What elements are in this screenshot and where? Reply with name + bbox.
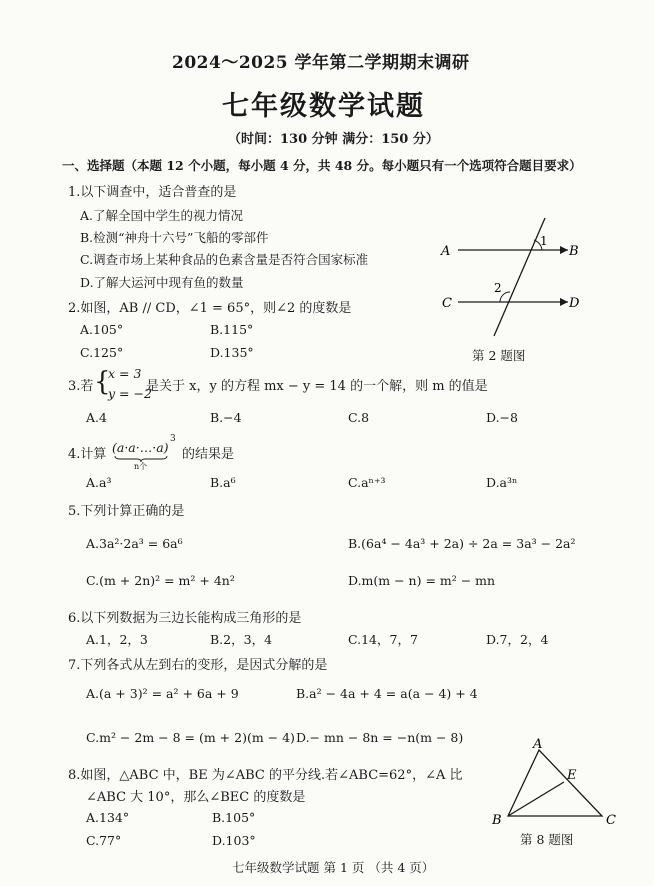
question-8-figure [488,736,628,828]
question-4-suffix: 的结果是 [182,447,235,462]
question-2-option-c: C.125° [80,345,124,360]
exam-subtitle: 七年级数学试题 [222,91,425,122]
question-4-option-b: B.a⁶ [210,475,236,490]
question-8-option-c: C.77° [86,833,122,848]
question-6-stem: 6.以下列数据为三边长能构成三角形的是 [68,611,302,626]
question-8-stem-line2: ∠ABC 大 10°，那么∠BEC 的度数是 [86,790,306,805]
question-5-option-b: B.(6a⁴ − 4a³ + 2a) ÷ 2a = 3a³ − 2a² [348,536,576,551]
question-3-system-eq2: y = −2 [108,386,152,401]
label-angle-2: 2 [494,281,502,295]
label-c: C [442,296,452,311]
question-4-prefix: 4.计算 [68,447,107,462]
label-b: B [492,813,502,828]
question-1-option-b: B.检测“神舟十六号”飞船的零部件 [80,230,269,245]
question-2-figure [438,212,598,342]
question-2-figure-caption: 第 2 题图 [472,348,526,363]
question-1-option-d: D.了解大运河中现有鱼的数量 [80,275,244,290]
question-7-option-c: C.m² − 2m − 8 = (m + 2)(m − 4) [86,730,295,745]
label-a: A [441,244,451,259]
label-e: E [567,768,577,783]
question-3-option-c: C.8 [348,410,370,425]
question-8-option-d: D.103° [212,833,256,848]
question-7-option-d: D.− mn − 8n = −n(m − 8) [296,730,464,745]
question-1-option-c: C.调查市场上某种食品的色素含量是否符合国家标准 [80,252,369,267]
question-3-system-eq1: x = 3 [108,366,142,381]
label-a: A [533,737,543,752]
question-7-stem: 7.下列各式从左到右的变形，是因式分解的是 [68,658,328,673]
label-d: D [569,296,580,311]
question-5-option-a: A.3a²·2a³ = 6a⁶ [86,536,183,551]
page-footer: 七年级数学试题 第 1 页 （共 4 页） [232,860,435,875]
question-4-option-d: D.a³ⁿ [486,475,518,490]
question-5-stem: 5.下列计算正确的是 [68,504,185,519]
question-5-option-c: C.(m + 2n)² = m² + 4n² [86,573,235,588]
question-6-option-a: A.1，2，3 [86,632,148,647]
question-1-option-a: A.了解全国中学生的视力情况 [80,208,244,223]
question-7-option-a: A.(a + 3)² = a² + 6a + 9 [86,686,239,701]
question-6-option-c: C.14，7，7 [348,632,418,647]
question-4-option-c: C.aⁿ⁺³ [348,475,386,490]
question-2-stem: 2.如图，AB // CD，∠1 = 65°，则∠2 的度数是 [68,301,352,316]
label-c: C [606,813,616,828]
question-7-option-b: B.a² − 4a + 4 = a(a − 4) + 4 [296,686,478,701]
question-2-option-b: B.115° [210,322,254,337]
question-6-option-d: D.7，2，4 [486,632,549,647]
question-4-expression: (a·a·…·a) [112,440,169,455]
question-5-option-d: D.m(m − n) = m² − mn [348,573,496,588]
question-2-option-d: D.135° [210,345,254,360]
arrow-ab [560,246,568,254]
question-2-option-a: A.105° [80,322,124,337]
exam-title: 2024～2025 学年第二学期期末调研 [172,53,470,73]
brace-icon: { [94,367,111,397]
transversal-line [494,218,545,336]
label-b: B [569,244,579,259]
label-angle-1: 1 [540,234,548,248]
question-8-option-a: A.134° [86,810,130,825]
triangle-abc [508,750,602,816]
exam-meta: （时间：130 分钟 满分：150 分） [228,132,439,147]
question-8-figure-caption: 第 8 题图 [520,832,574,847]
question-3-option-b: B.−4 [210,410,242,425]
question-4-underbrace-label: n个 [134,462,148,471]
question-6-option-b: B.2，3，4 [210,632,273,647]
section-heading: 一、选择题（本题 12 个小题，每小题 4 分，共 48 分。每小题只有一个选项符合题目要求） [62,158,582,173]
question-8-stem-line1: 8.如图，△ABC 中，BE 为∠ABC 的平分线.若∠ABC=62°，∠A 比 [68,768,463,783]
question-3-option-a: A.4 [86,410,107,425]
question-8-option-b: B.105° [212,810,256,825]
question-4-exponent: 3 [170,434,176,444]
question-3-prefix: 3.若 [68,379,94,394]
question-1-stem: 1.以下调查中，适合普查的是 [68,185,237,200]
question-3-option-d: D.−8 [486,410,518,425]
question-4-option-a: A.a³ [86,475,112,490]
arrow-cd [560,298,568,306]
question-3-suffix: 是关于 x，y 的方程 mx − y = 14 的一个解，则 m 的值是 [146,379,488,394]
